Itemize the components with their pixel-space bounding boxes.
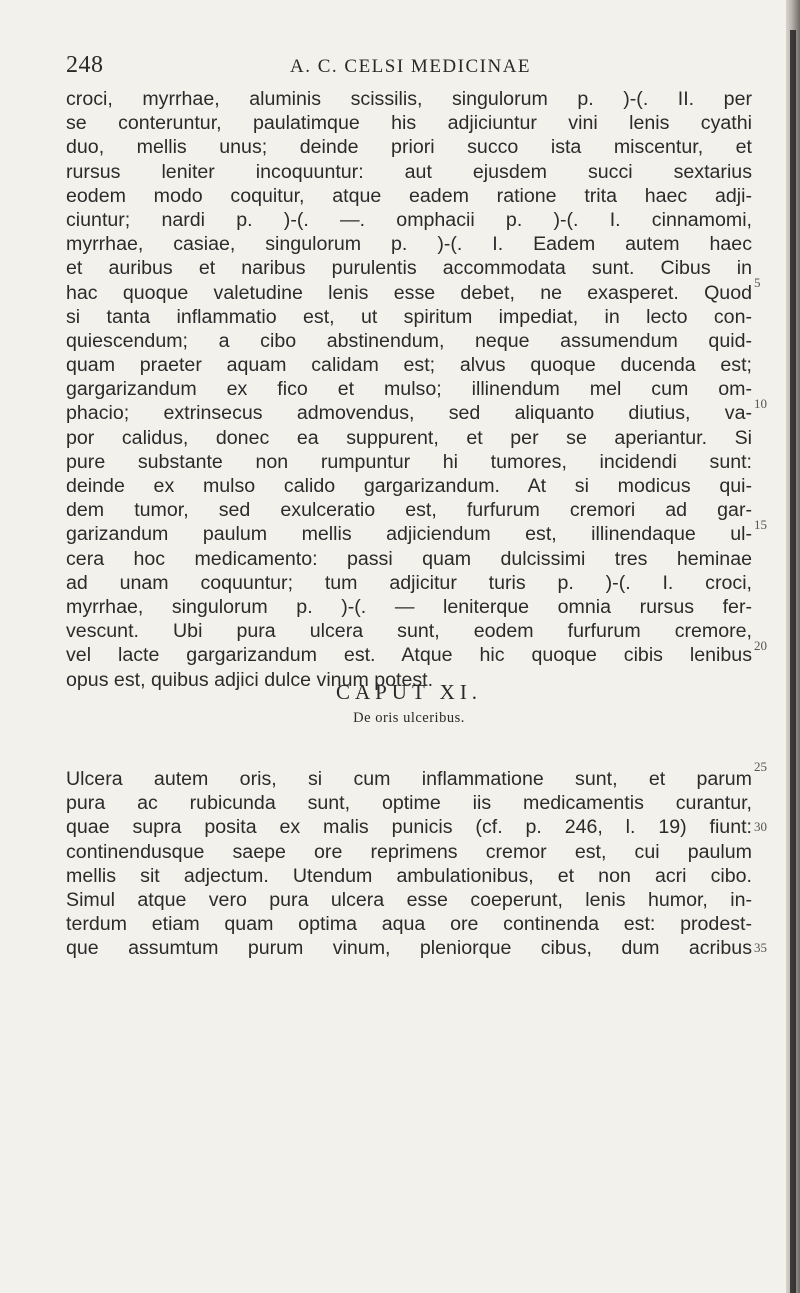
text-line: myrrhae, casiae, singulorum p. )-(. I. Eadem autem haec	[66, 233, 752, 256]
book-binding-shadow	[790, 30, 796, 1293]
text-line: duo, mellis unus; deinde priori succo ista miscentur, et	[66, 136, 752, 159]
chapter-subtitle: De oris ulceribus.	[353, 710, 465, 726]
text-line: ad unam coquuntur; tum adjicitur turis p. )-(. I. croci,	[66, 571, 752, 594]
line-number: 30	[754, 819, 767, 834]
text-line: pure substante non rumpuntur hi tumores, incidendi sunt:	[66, 450, 752, 473]
text-line: et auribus et naribus purulentis accommodata sunt. Cibus in	[66, 257, 752, 280]
text-line: vel lacte gargarizandum est. Atque hic quoque cibis lenibus	[66, 644, 752, 667]
text-line: quiescendum; a cibo abstinendum, neque assumendum quid-	[66, 329, 752, 352]
paragraph-block-2	[66, 767, 752, 961]
text-line: croci, myrrhae, aluminis scissilis, singulorum p. )-(. II. per	[66, 88, 752, 110]
text-line: Ulcera autem oris, si cum inflammatione sunt, et parum	[66, 768, 752, 790]
page-header	[66, 52, 786, 82]
chapter-title: CAPUT XI.	[335, 680, 483, 704]
line-number: 5	[754, 275, 761, 290]
text-line: si tanta inflammatio est, ut spiritum impediat, in lecto con-	[66, 305, 752, 328]
text-line: opus est, quibus adjici dulce vinum potest.	[66, 668, 434, 691]
paragraph-block-1	[66, 87, 752, 692]
text-line: se conteruntur, paulatimque his adjiciuntur vini lenis cyathi	[66, 112, 752, 135]
text-line: continendusque saepe ore reprimens cremor est, cui paulum	[66, 840, 752, 863]
line-number: 35	[754, 940, 767, 955]
text-line: vescunt. Ubi pura ulcera sunt, eodem furfurum cremore,	[66, 620, 752, 643]
line-number: 15	[754, 517, 767, 532]
text-line: phacio; extrinsecus admovendus, sed aliquanto diutius, va-	[66, 402, 752, 425]
text-line: myrrhae, singulorum p. )-(. — leniterque omnia rursus fer-	[66, 595, 752, 618]
line-number: 25	[754, 759, 767, 774]
text-line: que assumtum purum vinum, pleniorque cibus, dum acribus	[66, 937, 752, 960]
text-line: mellis sit adjectum. Utendum ambulationibus, et non acri cibo.	[66, 864, 752, 887]
text-line: pura ac rubicunda sunt, optime iis medicamentis curantur,	[66, 792, 752, 815]
text-line: quam praeter aquam calidam est; alvus quoque ducenda est;	[66, 354, 752, 377]
text-line: hac quoque valetudine lenis esse debet, ne exasperet. Quod	[66, 281, 752, 304]
text-line: Simul atque vero pura ulcera esse coeperunt, lenis humor, in-	[66, 888, 752, 911]
text-line: rursus leniter incoquuntur: aut ejusdem succi sextarius	[66, 160, 752, 183]
running-head: A. C. CELSI MEDICINAE	[290, 56, 532, 77]
text-line: cera hoc medicamento: passi quam dulcissimi tres heminae	[66, 547, 752, 570]
text-line: deinde ex mulso calido gargarizandum. At si modicus qui-	[66, 475, 752, 497]
line-number: 10	[754, 396, 767, 411]
page-number: 248	[66, 52, 104, 78]
text-line: quae supra posita ex malis punicis (cf. p. 246, l. 19) fiunt:	[66, 816, 752, 839]
line-number: 20	[754, 638, 767, 653]
text-line: gargarizandum ex fico et mulso; illinendum mel cum om-	[66, 378, 752, 401]
text-line: por calidus, donec ea suppurent, et per se aperiantur. Si	[66, 426, 752, 449]
text-line: ciuntur; nardi p. )-(. —. omphacii p. )-(. I. cinnamomi,	[66, 208, 752, 231]
text-line: terdum etiam quam optima aqua ore continenda est: prodest-	[66, 913, 752, 936]
text-line: eodem modo coquitur, atque eadem ratione trita haec adji-	[66, 184, 752, 207]
text-line: dem tumor, sed exulceratio est, furfurum cremori ad gar-	[66, 499, 752, 522]
text-line: garizandum paulum mellis adjiciendum est, illinendaque ul-	[66, 523, 752, 546]
